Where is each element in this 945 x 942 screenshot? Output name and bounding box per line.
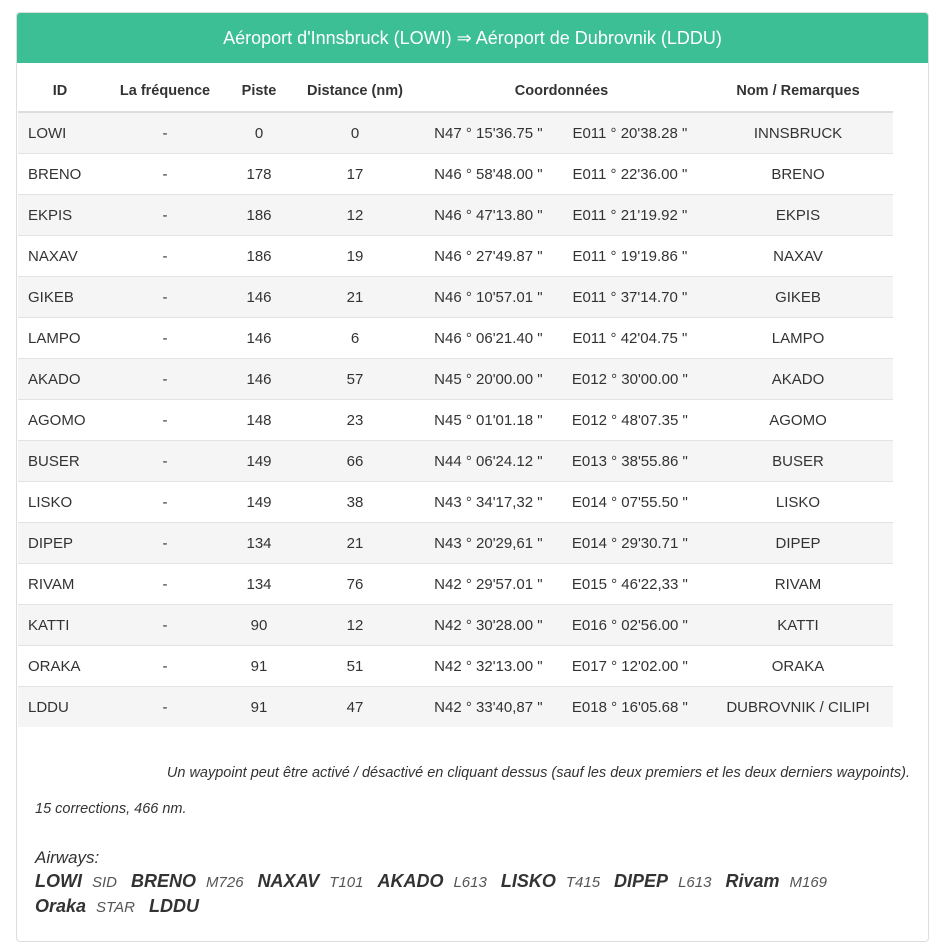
col-id: ID xyxy=(18,71,102,112)
distance-cell: 38 xyxy=(290,482,420,523)
frequency-cell: - xyxy=(102,441,228,482)
longitude-cell: E012 ° 48'07.35 " xyxy=(557,400,703,441)
waypoint-name-cell: INNSBRUCK xyxy=(703,112,893,154)
frequency-cell: - xyxy=(102,277,228,318)
distance-cell: 0 xyxy=(290,112,420,154)
runway-cell: 146 xyxy=(228,318,290,359)
airways-line-1 xyxy=(35,871,841,892)
waypoint-name-cell: RIVAM xyxy=(703,564,893,605)
airway-code: M169 xyxy=(789,874,828,891)
runway-cell: 149 xyxy=(228,482,290,523)
waypoint-id-cell: EKPIS xyxy=(18,195,102,236)
waypoint-name-cell: DIPEP xyxy=(703,523,893,564)
longitude-cell: E011 ° 22'36.00 " xyxy=(557,154,703,195)
table-row[interactable] xyxy=(18,605,893,646)
latitude-cell: N42 ° 29'57.01 " xyxy=(420,564,557,605)
waypoint-id-cell: LAMPO xyxy=(18,318,102,359)
latitude-cell: N47 ° 15'36.75 " xyxy=(420,112,557,154)
waypoint-name-cell: NAXAV xyxy=(703,236,893,277)
table-row[interactable] xyxy=(18,646,893,687)
longitude-cell: E016 ° 02'56.00 " xyxy=(557,605,703,646)
waypoint-id-cell: NAXAV xyxy=(18,236,102,277)
frequency-cell: - xyxy=(102,400,228,441)
table-row[interactable] xyxy=(18,687,893,728)
table-row[interactable] xyxy=(18,482,893,523)
waypoint-id-cell: ORAKA xyxy=(18,646,102,687)
runway-cell: 0 xyxy=(228,112,290,154)
waypoint-id-cell: KATTI xyxy=(18,605,102,646)
runway-cell: 149 xyxy=(228,441,290,482)
table-row[interactable] xyxy=(18,400,893,441)
latitude-cell: N46 ° 10'57.01 " xyxy=(420,277,557,318)
runway-cell: 186 xyxy=(228,195,290,236)
latitude-cell: N45 ° 20'00.00 " xyxy=(420,359,557,400)
table-row[interactable] xyxy=(18,277,893,318)
distance-cell: 51 xyxy=(290,646,420,687)
frequency-cell: - xyxy=(102,195,228,236)
airway-waypoint: NAXAV xyxy=(257,871,320,891)
longitude-cell: E011 ° 42'04.75 " xyxy=(557,318,703,359)
distance-cell: 6 xyxy=(290,318,420,359)
waypoint-name-cell: EKPIS xyxy=(703,195,893,236)
latitude-cell: N42 ° 32'13.00 " xyxy=(420,646,557,687)
toggle-hint: Un waypoint peut être activé / désactivé en cliquant dessus (sauf les deux premiers et les deux derniers waypoints). xyxy=(166,765,910,781)
table-row[interactable] xyxy=(18,112,893,154)
latitude-cell: N42 ° 33'40,87 " xyxy=(420,687,557,728)
latitude-cell: N46 ° 58'48.00 " xyxy=(420,154,557,195)
runway-cell: 146 xyxy=(228,359,290,400)
airway-code: STAR xyxy=(96,899,135,916)
waypoint-id-cell: LOWI xyxy=(18,112,102,154)
runway-cell: 146 xyxy=(228,277,290,318)
airway-waypoint: LDDU xyxy=(148,896,199,916)
distance-cell: 12 xyxy=(290,605,420,646)
waypoint-name-cell: BUSER xyxy=(703,441,893,482)
runway-cell: 91 xyxy=(228,646,290,687)
runway-cell: 186 xyxy=(228,236,290,277)
airway-waypoint: Oraka xyxy=(35,896,87,916)
waypoint-name-cell: LAMPO xyxy=(703,318,893,359)
table-row[interactable] xyxy=(18,318,893,359)
latitude-cell: N44 ° 06'24.12 " xyxy=(420,441,557,482)
waypoint-id-cell: LISKO xyxy=(18,482,102,523)
longitude-cell: E011 ° 20'38.28 " xyxy=(557,112,703,154)
frequency-cell: - xyxy=(102,687,228,728)
airway-code: T101 xyxy=(329,874,364,891)
distance-cell: 12 xyxy=(290,195,420,236)
waypoint-name-cell: GIKEB xyxy=(703,277,893,318)
latitude-cell: N46 ° 06'21.40 " xyxy=(420,318,557,359)
frequency-cell: - xyxy=(102,523,228,564)
latitude-cell: N45 ° 01'01.18 " xyxy=(420,400,557,441)
waypoint-id-cell: RIVAM xyxy=(18,564,102,605)
longitude-cell: E014 ° 07'55.50 " xyxy=(557,482,703,523)
runway-cell: 148 xyxy=(228,400,290,441)
latitude-cell: N43 ° 34'17,32 " xyxy=(420,482,557,523)
runway-cell: 134 xyxy=(228,523,290,564)
distance-cell: 21 xyxy=(290,277,420,318)
frequency-cell: - xyxy=(102,359,228,400)
table-row[interactable] xyxy=(18,154,893,195)
frequency-cell: - xyxy=(102,236,228,277)
latitude-cell: N46 ° 27'49.87 " xyxy=(420,236,557,277)
table-header-row xyxy=(18,71,893,112)
waypoint-table xyxy=(18,71,893,727)
distance-cell: 47 xyxy=(290,687,420,728)
longitude-cell: E018 ° 16'05.68 " xyxy=(557,687,703,728)
table-row[interactable] xyxy=(18,195,893,236)
waypoint-id-cell: AGOMO xyxy=(18,400,102,441)
distance-cell: 66 xyxy=(290,441,420,482)
frequency-cell: - xyxy=(102,112,228,154)
table-row[interactable] xyxy=(18,441,893,482)
runway-cell: 134 xyxy=(228,564,290,605)
airway-waypoint: LOWI xyxy=(35,871,82,891)
frequency-cell: - xyxy=(102,605,228,646)
longitude-cell: E014 ° 29'30.71 " xyxy=(557,523,703,564)
airway-code: L613 xyxy=(678,874,712,891)
route-summary: 15 corrections, 466 nm. xyxy=(35,801,187,817)
distance-cell: 57 xyxy=(290,359,420,400)
distance-cell: 19 xyxy=(290,236,420,277)
waypoint-id-cell: AKADO xyxy=(18,359,102,400)
airway-waypoint: Rivam xyxy=(725,871,780,891)
distance-cell: 76 xyxy=(290,564,420,605)
col-coordinates: Coordonnées xyxy=(420,71,703,112)
col-runway: Piste xyxy=(228,71,290,112)
waypoint-id-cell: LDDU xyxy=(18,687,102,728)
waypoint-id-cell: BUSER xyxy=(18,441,102,482)
table-row[interactable] xyxy=(18,236,893,277)
waypoint-table-body xyxy=(18,112,893,727)
waypoint-name-cell: ORAKA xyxy=(703,646,893,687)
latitude-cell: N43 ° 20'29,61 " xyxy=(420,523,557,564)
longitude-cell: E011 ° 37'14.70 " xyxy=(557,277,703,318)
airway-waypoint: AKADO xyxy=(377,871,444,891)
airways-title: Airways: xyxy=(35,848,100,867)
frequency-cell: - xyxy=(102,564,228,605)
waypoint-name-cell: DUBROVNIK / CILIPI xyxy=(703,687,893,728)
table-row[interactable] xyxy=(18,359,893,400)
airway-code: SID xyxy=(92,874,118,891)
waypoint-id-cell: GIKEB xyxy=(18,277,102,318)
longitude-cell: E017 ° 12'02.00 " xyxy=(557,646,703,687)
airway-waypoint: BRENO xyxy=(131,871,197,891)
waypoint-name-cell: KATTI xyxy=(703,605,893,646)
frequency-cell: - xyxy=(102,646,228,687)
longitude-cell: E015 ° 46'22,33 " xyxy=(557,564,703,605)
latitude-cell: N46 ° 47'13.80 " xyxy=(420,195,557,236)
airways-line-2 xyxy=(35,896,209,917)
table-row[interactable] xyxy=(18,523,893,564)
waypoint-name-cell: LISKO xyxy=(703,482,893,523)
waypoint-name-cell: AGOMO xyxy=(703,400,893,441)
col-distance: Distance (nm) xyxy=(290,71,420,112)
airway-code: T415 xyxy=(565,874,601,891)
longitude-cell: E013 ° 38'55.86 " xyxy=(557,441,703,482)
airway-code: M726 xyxy=(206,874,244,891)
runway-cell: 91 xyxy=(228,687,290,728)
runway-cell: 178 xyxy=(228,154,290,195)
waypoint-name-cell: AKADO xyxy=(703,359,893,400)
col-name-remarks: Nom / Remarques xyxy=(703,71,893,112)
longitude-cell: E012 ° 30'00.00 " xyxy=(557,359,703,400)
col-frequency: La fréquence xyxy=(102,71,228,112)
airway-waypoint: DIPEP xyxy=(614,871,669,891)
longitude-cell: E011 ° 21'19.92 " xyxy=(557,195,703,236)
distance-cell: 17 xyxy=(290,154,420,195)
airway-waypoint: LISKO xyxy=(500,871,556,891)
runway-cell: 90 xyxy=(228,605,290,646)
frequency-cell: - xyxy=(102,482,228,523)
frequency-cell: - xyxy=(102,154,228,195)
waypoint-name-cell: BRENO xyxy=(703,154,893,195)
airway-code: L613 xyxy=(453,874,487,891)
frequency-cell: - xyxy=(102,318,228,359)
waypoint-id-cell: BRENO xyxy=(18,154,102,195)
latitude-cell: N42 ° 30'28.00 " xyxy=(420,605,557,646)
longitude-cell: E011 ° 19'19.86 " xyxy=(557,236,703,277)
table-row[interactable] xyxy=(18,564,893,605)
distance-cell: 21 xyxy=(290,523,420,564)
distance-cell: 23 xyxy=(290,400,420,441)
panel-title: Aéroport d'Innsbruck (LOWI) ⇒ Aéroport de Dubrovnik (LDDU) xyxy=(17,13,928,63)
waypoint-id-cell: DIPEP xyxy=(18,523,102,564)
